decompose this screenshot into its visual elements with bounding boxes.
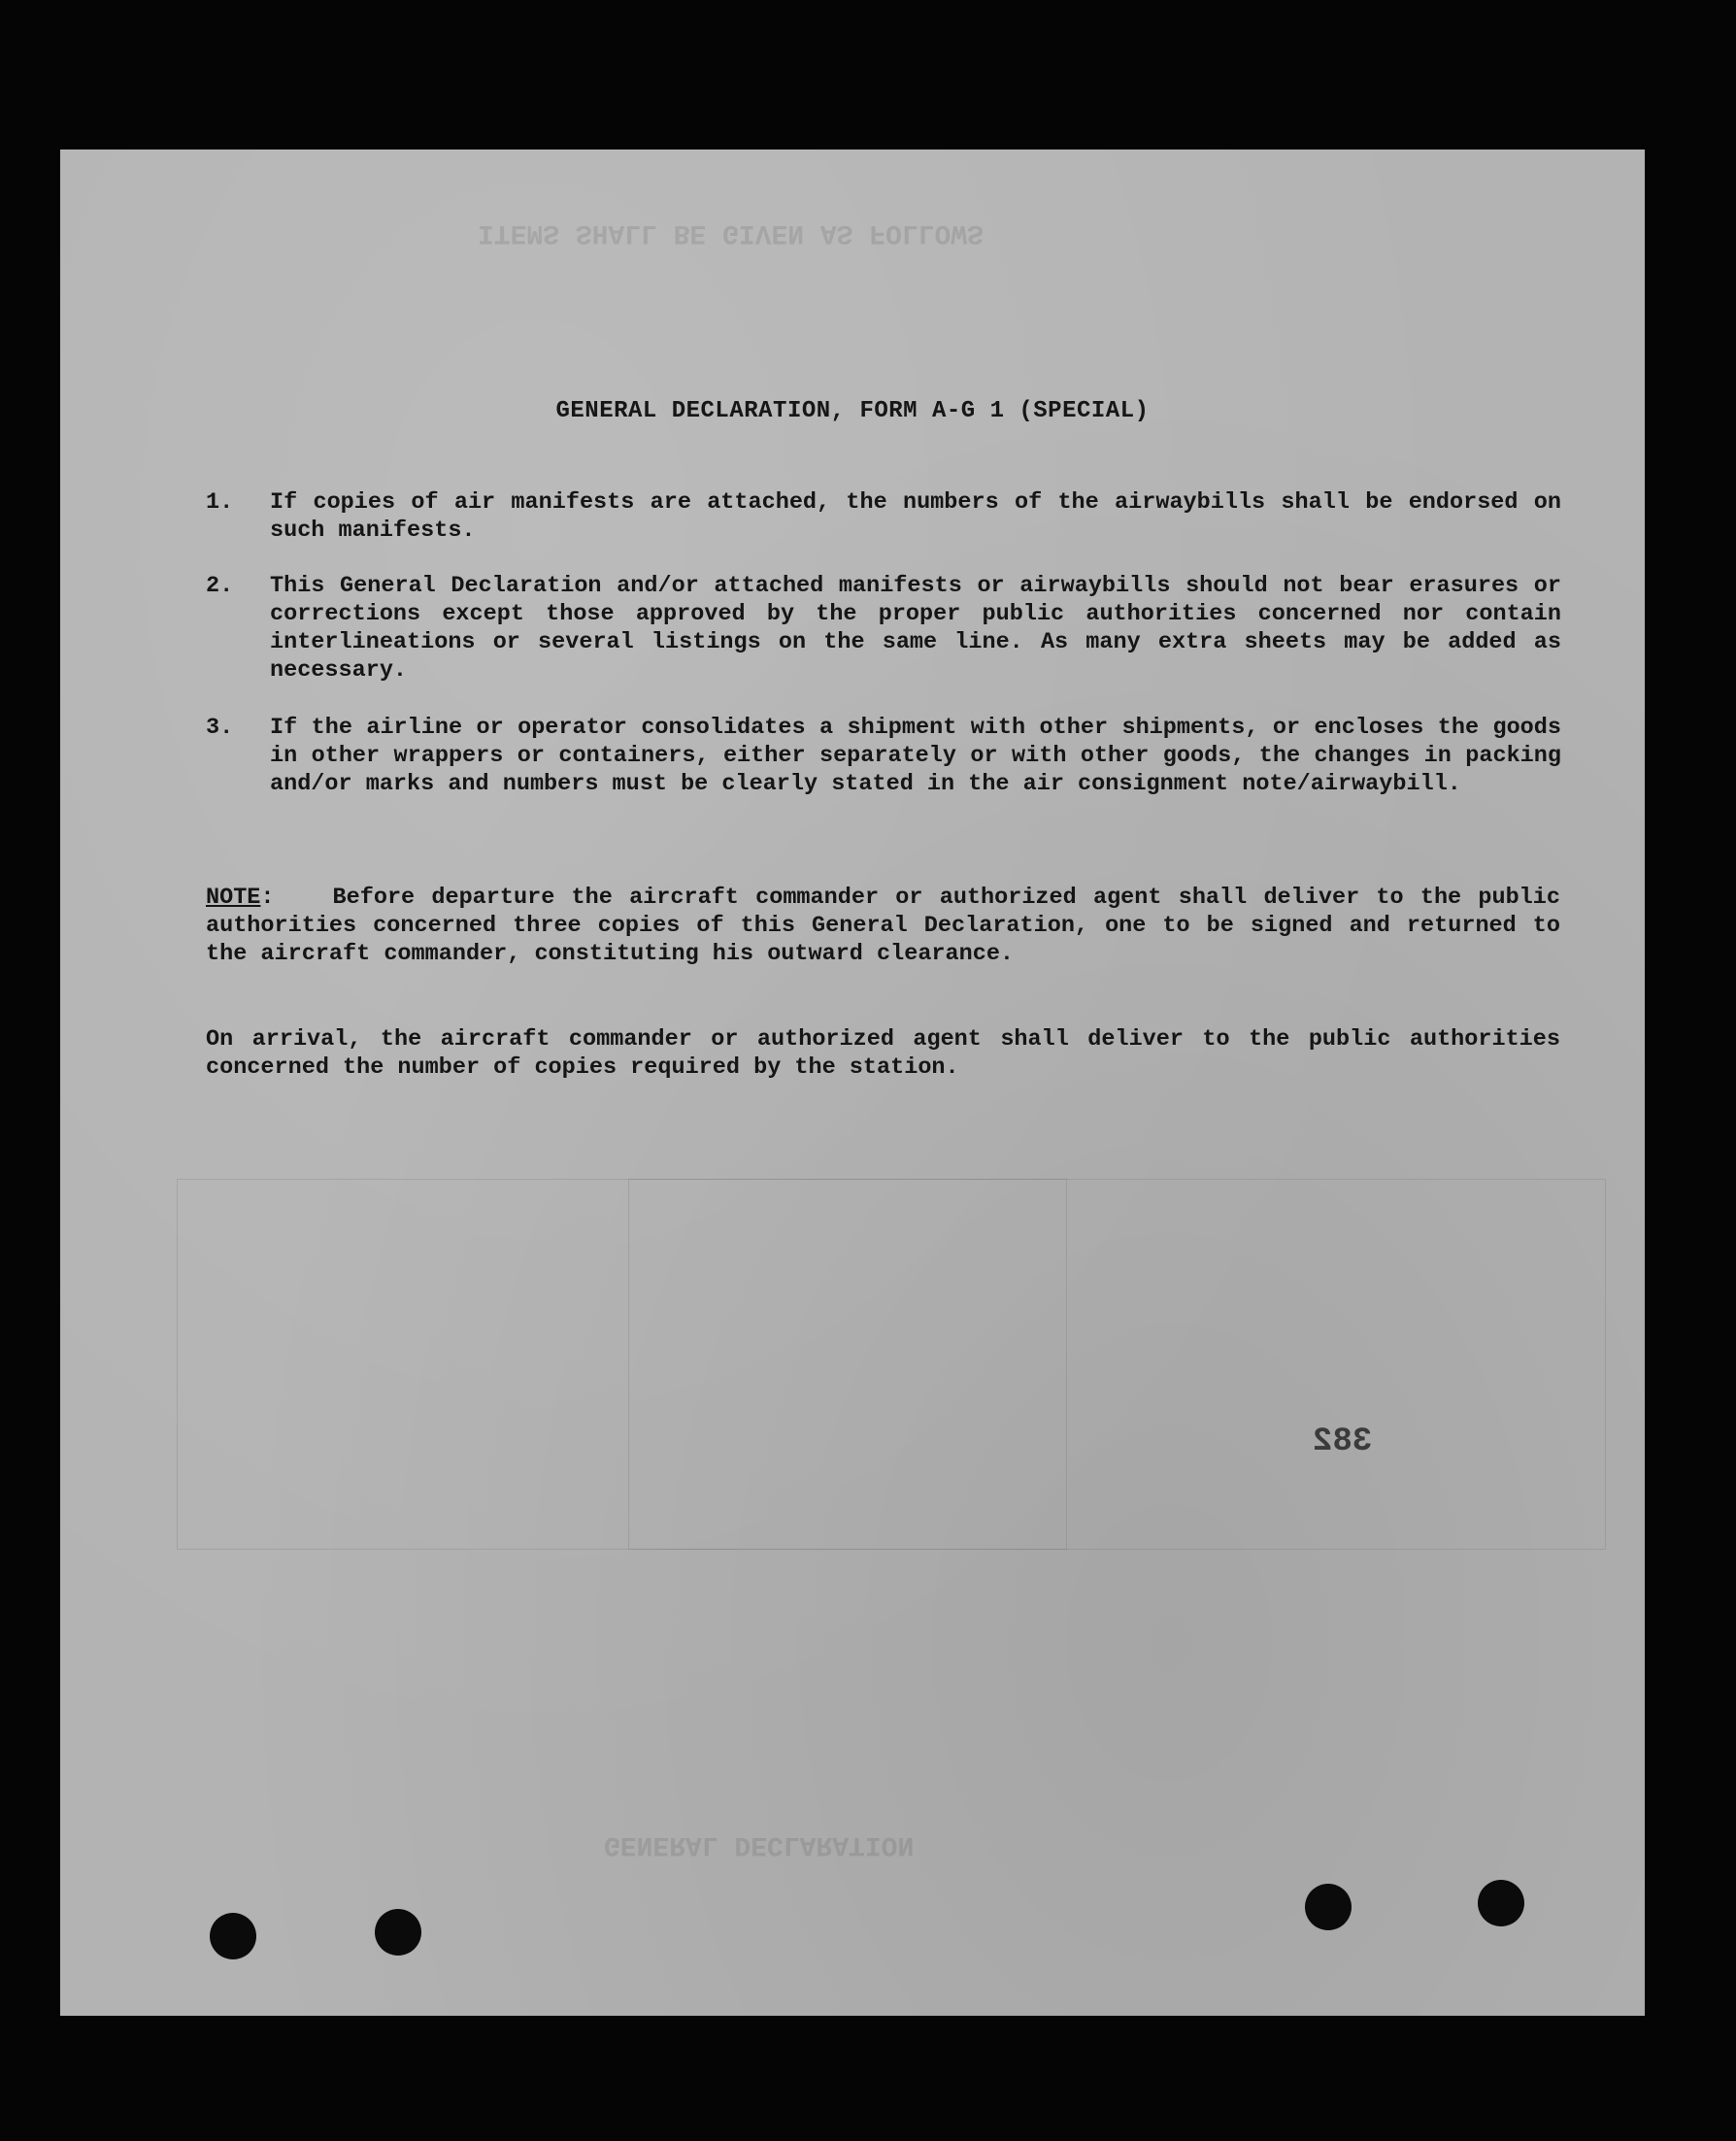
item-number: 2.: [206, 573, 234, 599]
item-number: 1.: [206, 489, 234, 516]
note-text: Before departure the aircraft commander or authorized agent shall deliver to the public authorities concerned three copies of this General Declaration, one to be signed and returned to the aircraft commander, constituting his outward clearance.: [206, 885, 1560, 967]
punch-hole: [1478, 1880, 1524, 1926]
punch-hole: [210, 1913, 256, 1959]
note-colon: :: [260, 885, 275, 911]
document-title: GENERAL DECLARATION, FORM A-G 1 (SPECIAL): [555, 398, 1150, 424]
punch-hole: [1305, 1884, 1352, 1930]
page-number: 382: [1313, 1423, 1373, 1460]
punch-hole: [375, 1909, 421, 1956]
item-text: If copies of air manifests are attached, the numbers of the airwaybills shall be endorsed on such manifests.: [270, 489, 1561, 544]
note-paragraph: [206, 884, 1560, 968]
bleed-through-text: GENERAL DECLARATION: [604, 1829, 915, 1859]
note-label: NOTE: [206, 885, 261, 911]
arrival-text: On arrival, the aircraft commander or authorized agent shall deliver to the public authorities concerned the number of copies required by the station.: [206, 1026, 1560, 1081]
item-text: This General Declaration and/or attached manifests or airwaybills should not bear erasures or corrections except those approved by the proper public authorities concerned nor contain interlineations or several listings on the same line. As many extra sheets may be added as necessary.: [270, 573, 1561, 684]
item-text: If the airline or operator consolidates a shipment with other shipments, or encloses the goods in other wrappers or containers, either separately or with other goods, the changes in packing and/or marks and numbers must be clearly stated in the air consignment note/airwaybill.: [270, 715, 1561, 797]
item-number: 3.: [206, 715, 234, 741]
arrival-paragraph: [206, 1025, 1560, 1082]
bleed-through-text: ITEMS SHALL BE GIVEN AS FOLLOWS: [478, 217, 984, 248]
document-page: [60, 150, 1645, 2016]
bleed-through-box: [628, 1179, 1067, 1550]
